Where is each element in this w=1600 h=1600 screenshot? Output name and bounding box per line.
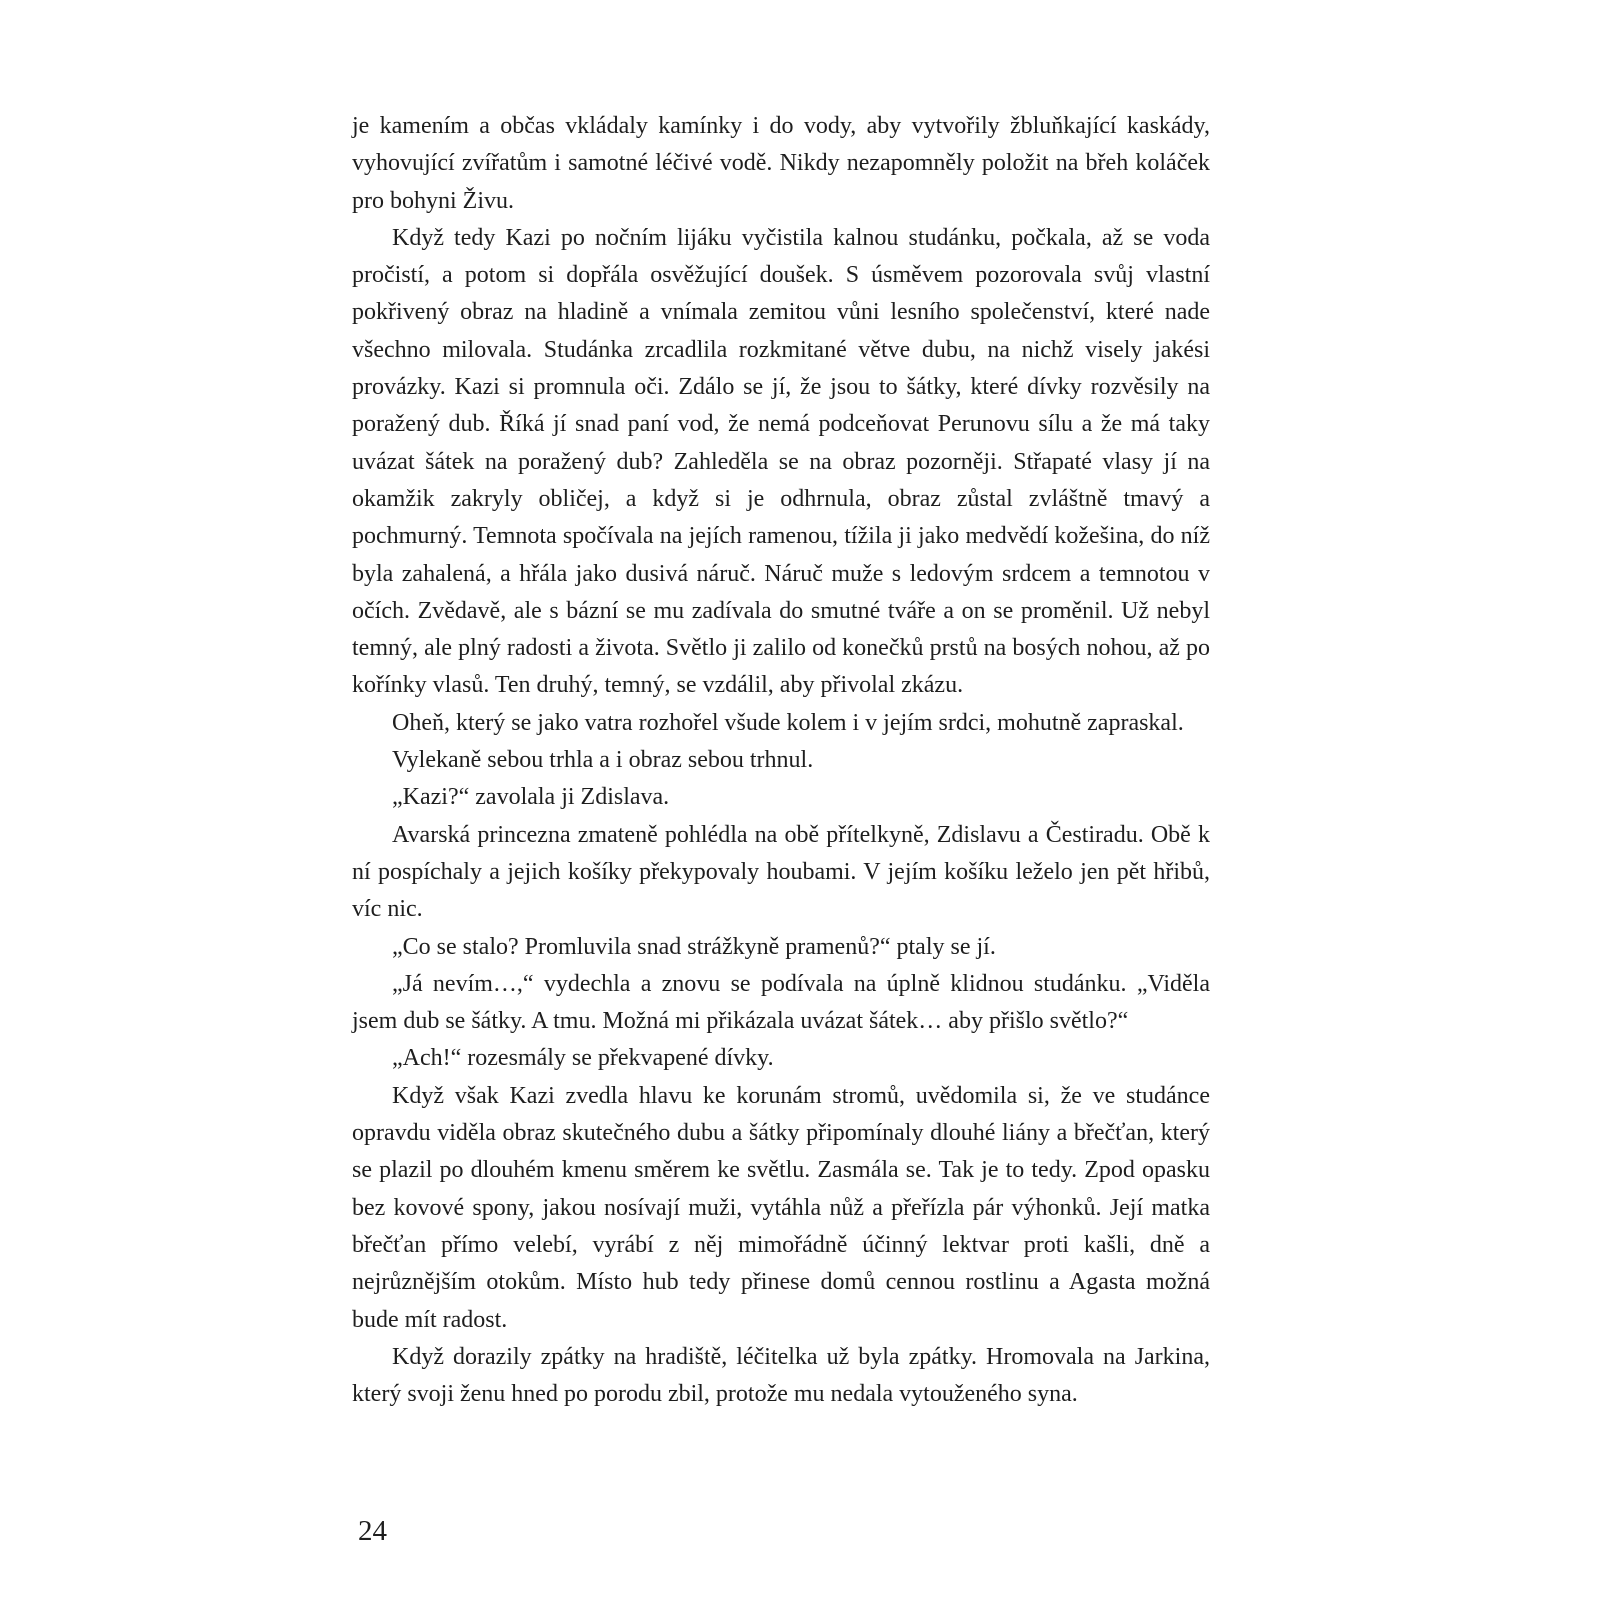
page-number: 24 [358, 1515, 387, 1547]
paragraph-10: Když však Kazi zvedla hlavu ke korunám stromů, uvědomila si, že ve studánce opravdu viděla obraz skutečného dubu a šátky připomínaly dlouhé liány a břečťan, který se plazil po dlouhém kmenu směrem ke světlu. Zasmála se. Tak je to tedy. Zpod opasku bez kovové spony, jakou nosívají muži, vytáhla nůž a přeřízla pár výhonků. Její matka břečťan přímo velebí, vyrábí z něj mimořádně účinný lektvar proti kašli, dně a nejrůznějším otokům. Místo hub tedy přinese domů cennou rostlinu a Agasta možná bude mít radost. [352, 1082, 1210, 1333]
paragraph-9: „Ach!“ rozesmály se překvapené dívky. [392, 1045, 774, 1072]
paragraph-11: Když dorazily zpátky na hradiště, léčitelka už byla zpátky. Hromovala na Jarkina, který svoji ženu hned po porodu zbil, protože mu nedala vytouženého syna. [352, 1343, 1210, 1408]
paragraph-8: „Já nevím…,“ vydechla a znovu se podívala na úplně klidnou studánku. „Viděla jsem dub se šátky. A tmu. Možná mi přikázala uvázat šátek… aby přišlo světlo?“ [352, 970, 1210, 1035]
paragraph-1: je kamením a občas vkládaly kamínky i do vody, aby vytvořily žbluňkající kaskády, vyhovující zvířatům i samotné léčivé vodě. Nikdy nezapomněly položit na břeh koláček pro bohyni Živu. [352, 113, 1210, 214]
paragraph-5: „Kazi?“ zavolala ji Zdislava. [392, 784, 670, 811]
paragraph-6: Avarská princezna zmateně pohlédla na obě přítelkyně, Zdislavu a Čestiradu. Obě k ní pospíchaly a jejich košíky překypovaly houbami. V jejím košíku leželo jen pět hřibů, víc nic. [352, 821, 1210, 923]
paragraph-2: Když tedy Kazi po nočním lijáku vyčistila kalnou studánku, počkala, až se voda pročistí, a potom si dopřála osvěžující doušek. S úsměvem pozorovala svůj vlastní pokřivený obraz na hladině a vnímala zemitou vůni lesního společenství, které nade všechno milovala. Studánka zrcadlila rozkmitané větve dubu, na nichž visely jakési provázky. Kazi si promnula oči. Zdálo se jí, že jsou to šátky, které dívky rozvěsily na poražený dub. Říká jí snad paní vod, že nemá podceňovat Perunovu sílu a že má taky uvázat šátek na poražený dub? Zahleděla se na obraz pozorněji. Střapaté vlasy jí na okamžik zakryly obličej, a když si je odhrnula, obraz zůstal zvláštně tmavý a pochmurný. Temnota spočívala na jejích ramenou, tížila ji jako medvědí kožešina, do níž byla zahalená, a hřála jako dusivá náruč. Náruč muže s ledovým srdcem a temnotou v očích. Zvědavě, ale s bázní se mu zadívala do smutné tváře a on se proměnil. Už nebyl temný, ale plný radosti a života. Světlo ji zalilo od konečků prstů na bosých nohou, až po kořínky vlasů. Ten druhý, temný, se vzdálil, aby přivolal zkázu. [352, 224, 1210, 699]
paragraph-4: Vylekaně sebou trhla a i obraz sebou trhnul. [392, 747, 814, 774]
paragraph-7: „Co se stalo? Promluvila snad strážkyně pramenů?“ ptaly se jí. [392, 933, 996, 960]
body-text [352, 108, 1210, 1413]
paragraph-3: Oheň, který se jako vatra rozhořel všude kolem i v jejím srdci, mohutně zapraskal. [392, 709, 1184, 736]
